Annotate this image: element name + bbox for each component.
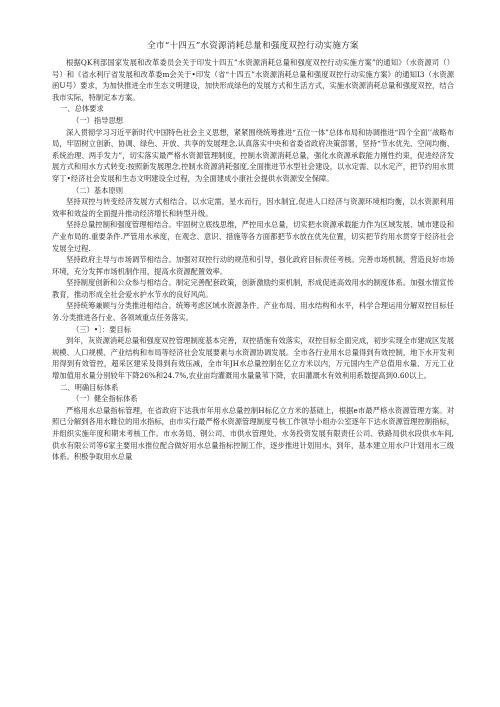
section-heading: 一、总体要求 [60, 104, 104, 114]
paragraph: 坚持统筹兼顾与分类推进相结合。统筹考虑区域水资源条件、产业布局、用水结构和水平，科学合理运用分解双控目标任务.分类推进各行业、各领域重点任务落实。 [52, 301, 454, 323]
document-title: 全市“十四五”水资源消耗总量和强度双控行动实施方案 [147, 41, 359, 51]
paragraph: 到年，灰资源消耗总量和强度双控管理制度基本完善，双控措施有效落实，双控目标全面完成，初步实现全市建成区发展规模、人口规模、产业结构和布局等经济社会发展要素与水资源协调发展。全市各行业用水总量得到有效控制，地下水开发利用得到有效管控，超采区建采及得到有效压减，全市年JH水总量控制在亿立方米以内，万元国内生产总值用水量、万元工业增加值用水量分别较年下降26%和24.7%,农业亩均灌溉用水量量苇下降，农田灌溉水有效利用系数提高到0.60以上。 [52, 336, 454, 381]
subsection-heading: （三）•］：要目标 [72, 324, 132, 334]
paragraph: 坚持制度创新和公众参与相结合。制定完善配套政策，创新激励约束机制，形成促进高效用水的制度体系。加强水情宣传教育，推动形成全社会爱水护水节水的良好风尚。 [52, 278, 454, 299]
paragraph: 坚持政府主导与市场调节相结合。加强对双控行动的规范和引导，强化政府目标责任考核。完善市场机制，营造良好市场环境，充分发挥市场机制作用，提高水资源配置效率。 [52, 255, 454, 276]
document-body [52, 57, 454, 463]
subsection-heading: （一）健全指标体系 [72, 394, 138, 404]
subsection-heading: （二）基本原则 [72, 185, 124, 195]
section-heading: 二、明确目标体系 [60, 382, 119, 392]
paragraph: 坚持总量控制和强度管理相结合。牢固树立底线思维，严控用水总量，切实把水资源承载能力作为区域发展、城市建设和产业布局的.重要条件.严管用水承度，在观念、意识、措施等各方面都把节水放在优先位置，切实把节约用水贯穿于经济社会发展全过程. [52, 220, 454, 253]
paragraph: 根据QK利部国家发展和改革委员会关于印发十四五”水资源消耗总量和强度双控行动实施方案”的通知》（水资源司（）号）和《省水利厅省发展和改革委m会关于•印发（省“十四五”水资源消耗总量和强度双控行动实施方案》的通知I3（水资源函U号）要求，为加快推进全市生态文明建设，加快形成绿色的发展方式和生活方式，实施水资源消耗总量和强度双控，结合我市实际，特制定本方案。 [52, 58, 454, 102]
paragraph: 坚持双控与转变经济发展方式相结合。以水定需，星水而行，因水制宜,促进人口经济与资源环境相均衡，以水资源利用效率和效益的全面提升推动经济增长和转型升级。 [52, 197, 454, 218]
subsection-heading: （一）指导思想 [72, 115, 124, 125]
paragraph: 深入贯彻学习习近平新时代中国特色社会主义思想，紧紧围绕统筹推进“五位一体”总体布局和协调推进“四个全面’’战略布局，牢固树立创新、协调、绿色、开放、共享的发展理念,认真落实中央和省委省政府决策部署，坚持“节水优先、空间均衡、系统治理、两手发力”，切实落实最严格水资源管理制度，控制水资源消耗总量，强化水资源承载能力刚性约束，促进经济发展方式和用水方式转变:按照新发展理念,控制水资源消耗强度,全面推进节水型社会建设，以水定需、以水定产，把节约用水贯穿丁•经济社会发展和生态文明建设全过程，为全面建成小康社会提供水资源安全保障。 [52, 127, 454, 183]
paragraph: 严格用水总量指标管理，在省政府下达我市年用水总量控制H标亿立方米的基础上，根据e市最严格水资源管理方案。对照已分解到各用水睢位的用水指标，由市实行最严格水资源管理制度号核工作领导小组办公室逐年下达水资源管理控制指标，并组织实施年度和期末考核工作。市水务局、钢公司、市供水管理处、水务投资发展有限责任公司、铁路局供水段供水车间,供水有限公司等6家主要用水推位配合做好用水总量指标控制工作，逐步推进计划用水，到年，基本建立用水户计划用水三级体系。积极争取用水总量 [52, 405, 454, 462]
